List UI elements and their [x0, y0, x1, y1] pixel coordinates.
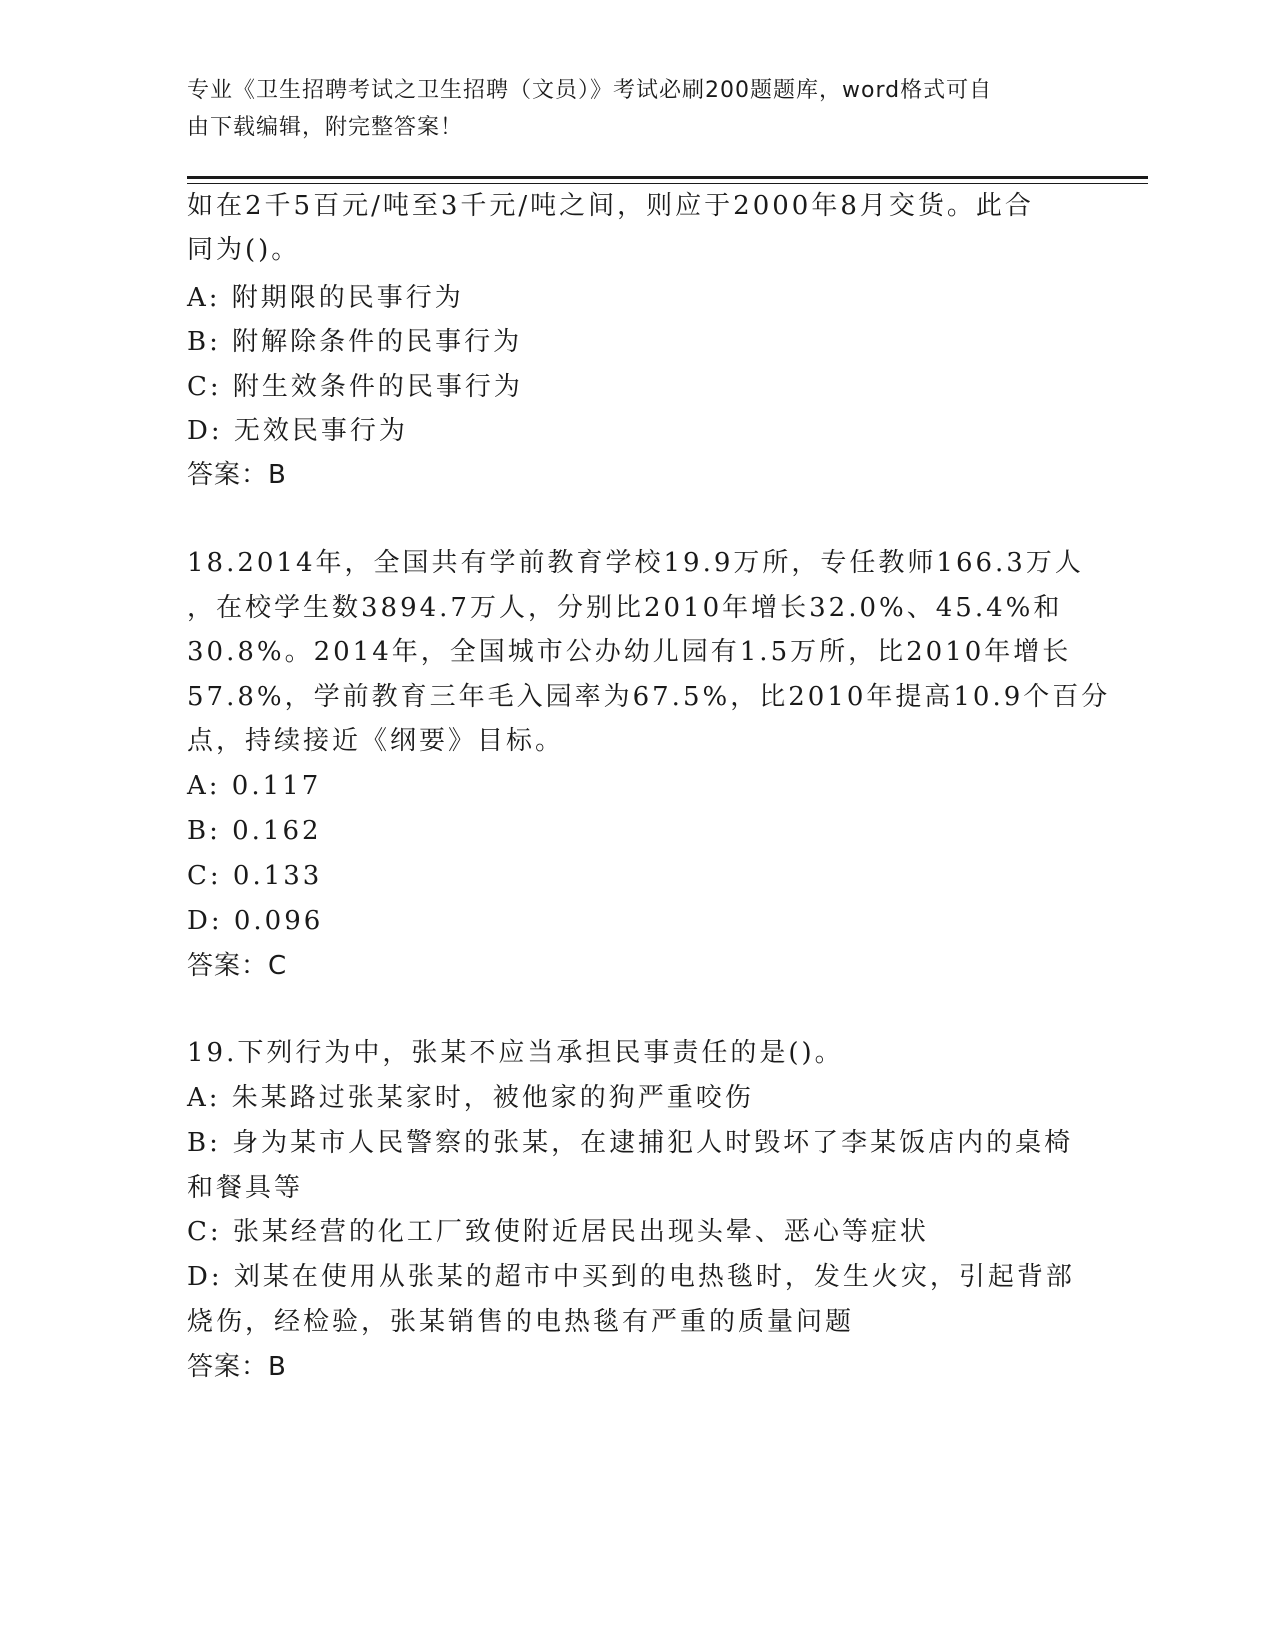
q17-option-d: D: 无效民事行为	[187, 416, 408, 446]
q19-option-d-line-2: 烧伤，经检验，张某销售的电热毯有严重的质量问题	[187, 1307, 855, 1337]
header-title-line-2: 由下载编辑，附完整答案！	[187, 115, 464, 140]
q17-stem-line-2: 同为()。	[187, 235, 301, 265]
header-divider-thick	[187, 176, 1148, 179]
q19-option-c: C: 张某经营的化工厂致使附近居民出现头晕、恶心等症状	[187, 1217, 929, 1247]
q18-stem-line-2: ，在校学生数3894.7万人，分别比2010年增长32.0%、45.4%和	[187, 593, 1063, 623]
q18-stem-line-4: 57.8%，学前教育三年毛入园率为67.5%，比2010年提高10.9个百分	[187, 682, 1111, 712]
q18-option-b: B: 0.162	[187, 816, 322, 846]
header-title-line-1: 专业《卫生招聘考试之卫生招聘（文员）》考试必刷200题题库，word格式可自	[187, 78, 993, 103]
q18-stem-line-3: 30.8%。2014年，全国城市公办幼儿园有1.5万所，比2010年增长	[187, 637, 1072, 667]
q19-option-b-line-2: 和餐具等	[187, 1173, 304, 1203]
q17-stem-line-1: 如在2千5百元/吨至3千元/吨之间，则应于2000年8月交货。此合	[187, 191, 1034, 221]
q19-answer: 答案：B	[187, 1352, 287, 1382]
q18-stem-line-5: 点，持续接近《纲要》目标。	[187, 726, 565, 756]
q17-answer: 答案：B	[187, 460, 287, 490]
q19-option-a: A: 朱某路过张某家时，被他家的狗严重咬伤	[187, 1083, 754, 1113]
document-header	[187, 72, 1067, 146]
q18-stem-line-1: 18.2014年，全国共有学前教育学校19.9万所，专任教师166.3万人	[187, 548, 1084, 578]
header-divider-thin	[187, 183, 1148, 184]
q19-option-b-line-1: B: 身为某市人民警察的张某，在逮捕犯人时毁坏了李某饭店内的桌椅	[187, 1128, 1074, 1158]
q17-option-c: C: 附生效条件的民事行为	[187, 372, 523, 402]
q18-option-d: D: 0.096	[187, 906, 324, 936]
q18-answer: 答案：C	[187, 951, 288, 981]
q17-option-b: B: 附解除条件的民事行为	[187, 327, 523, 357]
q17-option-a: A: 附期限的民事行为	[187, 283, 464, 313]
q19-stem-line-1: 19.下列行为中，张某不应当承担民事责任的是()。	[187, 1038, 844, 1068]
q18-option-a: A: 0.117	[187, 771, 322, 801]
q18-option-c: C: 0.133	[187, 861, 323, 891]
q19-option-d-line-1: D: 刘某在使用从张某的超市中买到的电热毯时，发生火灾，引起背部	[187, 1262, 1075, 1292]
